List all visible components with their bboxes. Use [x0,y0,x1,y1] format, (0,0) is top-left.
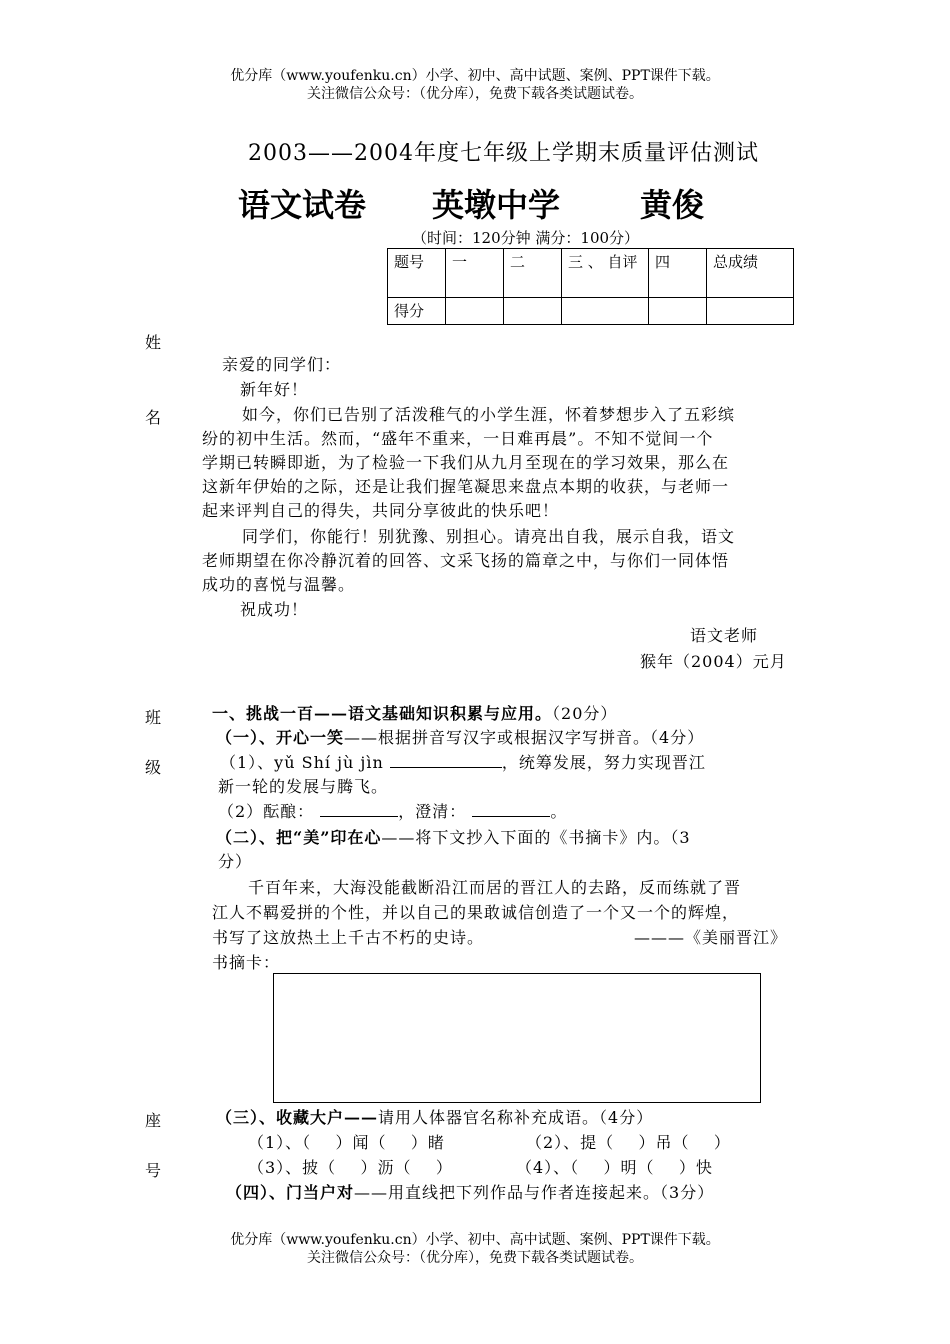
q2-card-label: 书摘卡： [212,953,281,972]
table-cell: 二 [504,249,562,298]
letter-wish: 祝成功！ [240,600,309,619]
author-name: 黄俊 [640,186,705,224]
letter-para1-line: 这新年伊始的之际，还是让我们握笔凝思来盘点本期的收获，与老师一 [202,477,730,496]
q1-item1-pinyin: （1）、yǔ Shí jù jìn [220,753,384,772]
side-label-xing: 姓 [145,333,162,352]
letter-para1-line: 如今，你们已告别了活泼稚气的小学生涯，怀着梦想步入了五彩缤 [242,405,736,424]
q1-desc: ——根据拼音写汉字或根据汉字写拼音。（4分） [344,728,705,747]
side-label-hao: 号 [145,1161,162,1180]
table-cell: 三 、 自评 [562,249,649,298]
q2-desc-cont: 分） [218,852,253,871]
answer-blank[interactable] [472,800,550,817]
time-info: （时间：120分钟 满分：100分） [412,229,640,247]
q1-title: （一）、开心一笑 [216,728,345,747]
table-cell: 四 [649,249,707,298]
side-label-ji: 级 [145,758,162,777]
q2-passage-line: 书写了这放热土上千古不朽的史诗。 [212,928,485,947]
header-line-2: 关注微信公众号：（优分库），免费下载各类试题试卷。 [307,86,643,102]
header-line-1: 优分库（www.youfenku.cn）小学、初中、高中试题、案例、PPT课件下载。 [230,68,720,84]
letter-greeting: 亲爱的同学们： [222,355,342,374]
subject-title: 语文试卷 [238,186,367,224]
letter-para2-line: 老师期望在你冷静沉着的回答、文采飞扬的篇章之中，与你们一同体悟 [202,551,730,570]
q3-item: （1）、（ ）闻（ ）睹 [248,1133,445,1152]
score-table-header-row [388,249,794,298]
score-cell[interactable] [504,298,562,325]
side-label-ming: 名 [145,408,162,427]
q1-item1-cont: 新一轮的发展与腾飞。 [218,777,389,796]
letter-date: 猴年（2004）元月 [640,652,787,671]
score-cell[interactable] [446,298,504,325]
q1-item2-end: 。 [550,802,568,821]
q2-source: ———《美丽晋江》 [634,928,788,947]
footer-line-2: 关注微信公众号：（优分库），免费下载各类试题试卷。 [307,1250,643,1266]
side-label-zuo: 座 [145,1111,162,1130]
q4-heading [226,1181,714,1205]
table-cell: 题号 [388,249,446,298]
q2-heading [216,826,691,850]
score-cell[interactable] [649,298,707,325]
score-cell[interactable] [707,298,794,325]
q1-item1-text: ，统筹发展，努力实现晋江 [501,753,706,772]
score-table-score-row [388,298,794,325]
letter-para1-line: 起来评判自己的得失，共同分享彼此的快乐吧！ [202,501,560,520]
section1-score: （20分） [552,704,618,723]
table-cell: 一 [446,249,504,298]
school-name: 英墩中学 [432,186,561,224]
section1-heading [212,702,617,726]
letter-signature: 语文老师 [690,626,759,645]
score-table [387,248,794,325]
q1-item2-label2: ，澄清： [398,802,467,821]
table-cell: 得分 [388,298,446,325]
q4-desc: ——用直线把下列作品与作者连接起来。（3分） [354,1183,715,1202]
answer-blank[interactable] [320,800,398,817]
q3-desc: 请用人体器官名称补充成语。（4分） [378,1108,654,1127]
excerpt-card-box[interactable] [273,973,761,1103]
q3-item: （2）、提（ ）吊（ ） [526,1133,731,1152]
table-cell: 总成绩 [707,249,794,298]
q2-title: （二）、把“美”印在心 [216,828,382,847]
q1-heading [216,726,704,750]
letter-para1-line: 学期已转瞬即逝，为了检验一下我们从九月至现在的学习效果，那么在 [202,453,730,472]
answer-blank[interactable] [390,751,502,768]
q1-item2-label: （2）酝酿： [218,802,315,821]
section1-title: 一、挑战一百——语文基础知识积累与应用。 [212,704,553,723]
letter-para2-line: 成功的喜悦与温馨。 [202,575,356,594]
q3-heading [216,1106,653,1130]
q1-item2 [218,800,567,824]
q2-desc: ——将下文抄入下面的《书摘卡》内。（3 [381,828,691,847]
letter-para1-line: 纷的初中生活。然而，“盛年不重来，一日难再晨”。不知不觉间一个 [202,429,714,448]
side-label-ban: 班 [145,708,162,727]
letter-para2-line: 同学们，你能行！别犹豫、别担心。请亮出自我，展示自我，语文 [242,527,736,546]
letter-new-year: 新年好！ [240,380,309,399]
q3-item: （4）、（ ）明（ ）快 [516,1158,713,1177]
score-cell[interactable] [562,298,649,325]
q2-passage-line: 江人不羁爱拼的个性，并以自己的果敢诚信创造了一个又一个的辉煌， [212,903,740,922]
footer-line-1: 优分库（www.youfenku.cn）小学、初中、高中试题、案例、PPT课件下载。 [230,1232,720,1248]
q2-passage-line: 千百年来，大海没能截断沿江而居的晋江人的去路，反而练就了晋 [248,878,742,897]
q3-title: （三）、收藏大户—— [216,1108,379,1127]
q4-title: （四）、门当户对 [226,1183,355,1202]
q3-item: （3）、披（ ）沥（ ） [248,1158,453,1177]
exam-title: 2003——2004年度七年级上学期末质量评估测试 [248,141,759,166]
q1-item1 [220,751,706,775]
